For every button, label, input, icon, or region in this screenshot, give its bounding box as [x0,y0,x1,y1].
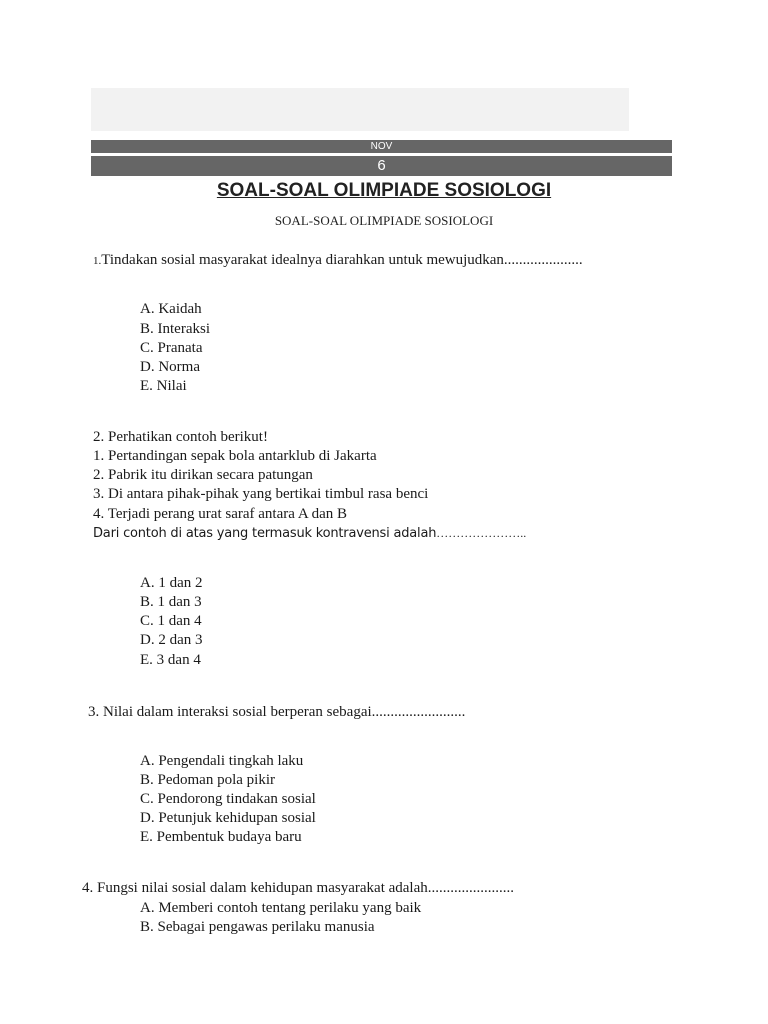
q2-option-c: C. 1 dan 4 [140,613,202,629]
q2-example-3: 3. Di antara pihak-pihak yang bertikai timbul rasa benci [93,486,429,502]
q3-option-e: E. Pembentuk budaya baru [140,829,302,845]
q3-option-a: A. Pengendali tingkah laku [140,753,304,769]
date-day-bar [91,156,672,176]
q1-option-c: C. Pranata [140,340,203,356]
q2-option-d: D. 2 dan 3 [140,632,203,648]
date-month-bar [91,140,672,153]
question-2-text: Dari contoh di atas yang termasuk kontravensi adalah [93,526,437,541]
question-1 [93,251,583,271]
q4-option-a: A. Memberi contoh tentang perilaku yang baik [140,900,422,916]
question-1-number: 1. [93,255,102,267]
q1-option-b: B. Interaksi [140,321,210,337]
q1-option-a: A. Kaidah [140,301,202,317]
post-title[interactable]: SOAL-SOAL OLIMPIADE SOSIOLOGI [216,180,552,201]
question-1-text: Tindakan sosial masyarakat idealnya diarahkan untuk mewujudkan..................... [101,252,583,268]
banner-placeholder [91,88,629,131]
document-subtitle: SOAL-SOAL OLIMPIADE SOSIOLOGI [274,213,494,228]
q3-option-c: C. Pendorong tindakan sosial [140,791,316,807]
q3-option-b: B. Pedoman pola pikir [140,772,275,788]
question-2-prompt [93,524,526,543]
question-3: 3. Nilai dalam interaksi sosial berperan sebagai......................... [88,704,466,720]
q2-example-4: 4. Terjadi perang urat saraf antara A dan B [93,506,347,522]
question-2-dots: ………………….. [436,526,527,540]
date-day: 6 [377,157,386,174]
q2-option-e: E. 3 dan 4 [140,652,201,668]
q2-option-b: B. 1 dan 3 [140,594,202,610]
q3-option-d: D. Petunjuk kehidupan sosial [140,810,316,826]
q2-example-1: 1. Pertandingan sepak bola antarklub di Jakarta [93,448,377,464]
q2-example-2: 2. Pabrik itu dirikan secara patungan [93,467,313,483]
q4-option-b: B. Sebagai pengawas perilaku manusia [140,919,375,935]
date-month: NOV [370,141,393,152]
q2-option-a: A. 1 dan 2 [140,575,203,591]
question-4: 4. Fungsi nilai sosial dalam kehidupan masyarakat adalah....................... [82,880,514,896]
q1-option-d: D. Norma [140,359,200,375]
question-2-intro: 2. Perhatikan contoh berikut! [93,429,268,445]
q1-option-e: E. Nilai [140,378,187,394]
